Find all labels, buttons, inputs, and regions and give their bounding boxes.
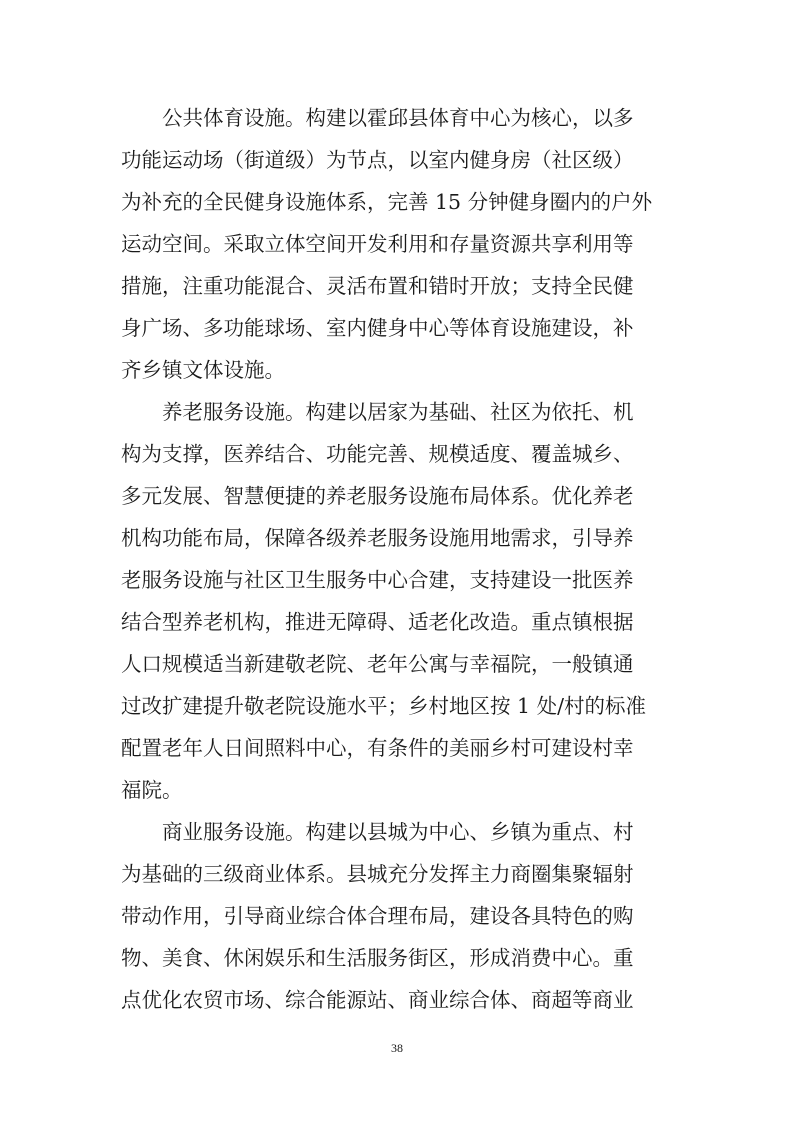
text-line: 人口规模适当新建敬老院、老年公寓与幸福院，一般镇通 <box>121 652 634 676</box>
text-line: 运动空间。采取立体空间开发利用和存量资源共享利用等 <box>121 232 634 256</box>
text-line: 配置老年人日间照料中心，有条件的美丽乡村可建设村幸 <box>121 736 634 760</box>
text-line: 身广场、多功能球场、室内健身中心等体育设施建设，补 <box>121 316 634 340</box>
text-line: 养老服务设施。构建以居家为基础、社区为依托、机 <box>162 400 634 424</box>
text-line: 机构功能布局，保障各级养老服务设施用地需求，引导养 <box>121 526 634 550</box>
text-line: 公共体育设施。构建以霍邱县体育中心为核心，以多 <box>162 106 634 130</box>
text-line: 带动作用，引导商业综合体合理布局，建设各具特色的购 <box>121 904 634 928</box>
text-line: 福院。 <box>121 778 183 802</box>
text-line: 过改扩建提升敬老院设施水平；乡村地区按 1 处/村的标准 <box>121 694 646 718</box>
text-line: 为基础的三级商业体系。县城充分发挥主力商圈集聚辐射 <box>121 862 634 886</box>
text-line: 多元发展、智慧便捷的养老服务设施布局体系。优化养老 <box>121 484 634 508</box>
text-line: 商业服务设施。构建以县城为中心、乡镇为重点、村 <box>162 820 634 844</box>
text-line: 功能运动场（街道级）为节点，以室内健身房（社区级） <box>121 148 634 172</box>
text-line: 老服务设施与社区卫生服务中心合建，支持建设一批医养 <box>121 568 634 592</box>
text-line: 措施，注重功能混合、灵活布置和错时开放；支持全民健 <box>121 274 634 298</box>
text-line: 物、美食、休闲娱乐和生活服务街区，形成消费中心。重 <box>121 946 634 970</box>
text-line: 点优化农贸市场、综合能源站、商业综合体、商超等商业 <box>121 988 634 1012</box>
page-number: 38 <box>391 1041 403 1055</box>
text-line: 结合型养老机构，推进无障碍、适老化改造。重点镇根据 <box>121 610 634 634</box>
text-line: 齐乡镇文体设施。 <box>121 358 285 382</box>
text-line: 构为支撑，医养结合、功能完善、规模适度、覆盖城乡、 <box>121 442 634 466</box>
text-line: 为补充的全民健身设施体系，完善 15 分钟健身圈内的户外 <box>121 190 653 214</box>
